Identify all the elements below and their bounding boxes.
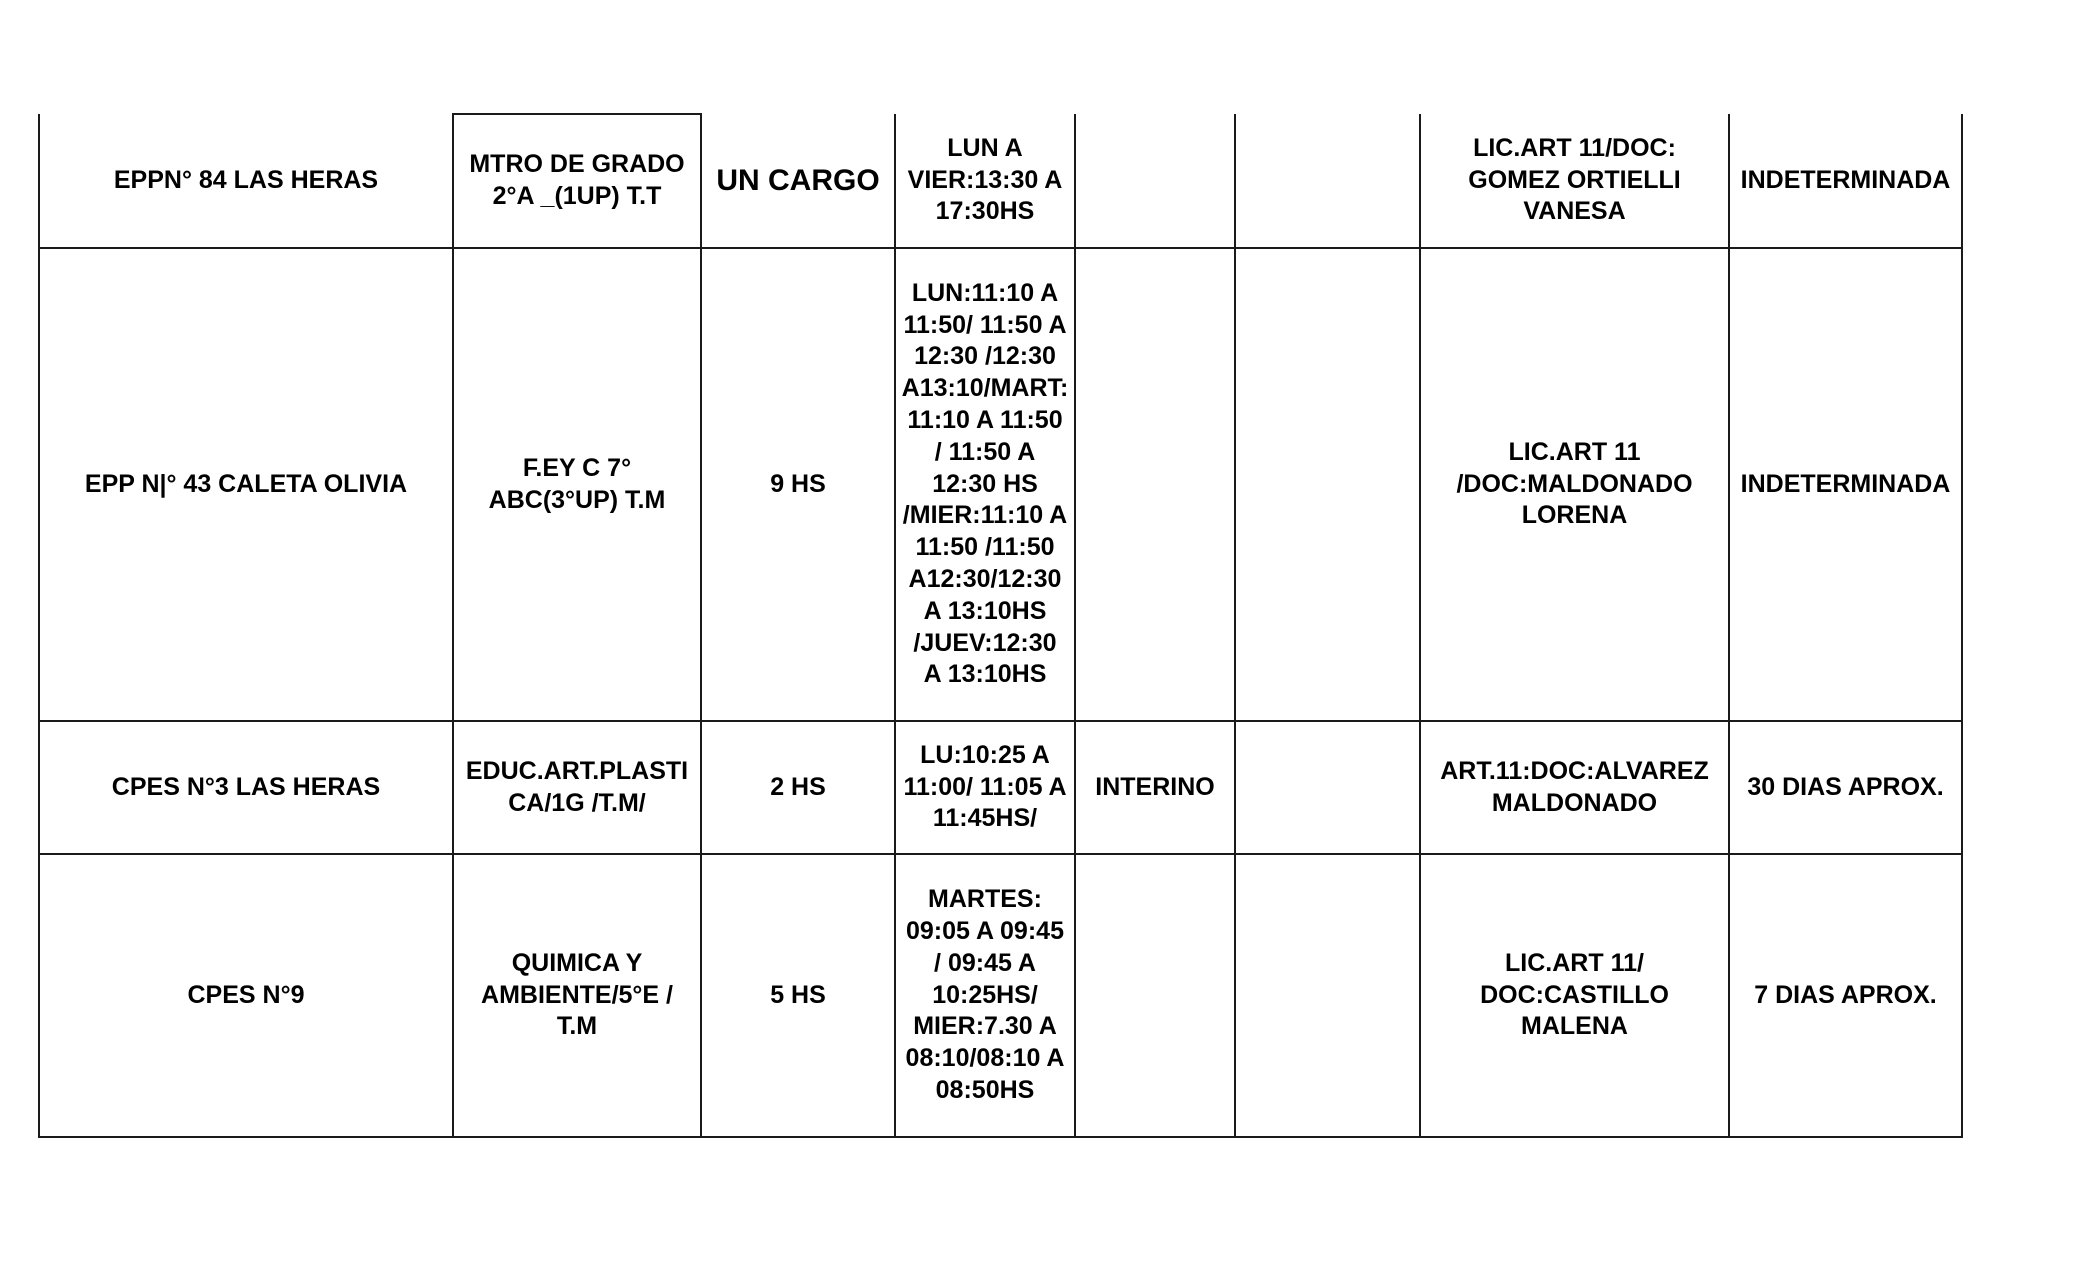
reason-cell: LIC.ART 11 /DOC:MALDONADO LORENA (1420, 248, 1729, 721)
schedule-cell: MARTES: 09:05 A 09:45 / 09:45 A 10:25HS/ MIER:7.30 A 08:10/08:10 A 08:50HS (895, 854, 1075, 1137)
hours-cell: 2 HS (701, 721, 895, 854)
subject-cell: F.EY C 7° ABC(3°UP) T.M (453, 248, 701, 721)
table-row (39, 721, 1962, 854)
situation-cell (1075, 854, 1235, 1137)
blank-cell (1235, 854, 1420, 1137)
subject-cell: MTRO DE GRADO 2°A _(1UP) T.T (453, 114, 701, 248)
duration-cell: 30 DIAS APROX. (1729, 721, 1962, 854)
reason-cell: ART.11:DOC:ALVAREZ MALDONADO (1420, 721, 1729, 854)
reason-cell: LIC.ART 11/ DOC:CASTILLO MALENA (1420, 854, 1729, 1137)
table-row (39, 854, 1962, 1137)
reason-cell: LIC.ART 11/DOC: GOMEZ ORTIELLI VANESA (1420, 114, 1729, 248)
school-cell: EPP N|° 43 CALETA OLIVIA (39, 248, 453, 721)
vacancy-table (38, 113, 1963, 1138)
blank-cell (1235, 114, 1420, 248)
hours-cell: 9 HS (701, 248, 895, 721)
duration-cell: INDETERMINADA (1729, 248, 1962, 721)
blank-cell (1235, 248, 1420, 721)
blank-cell (1235, 721, 1420, 854)
school-cell: EPPN° 84 LAS HERAS (39, 114, 453, 248)
school-cell: CPES N°9 (39, 854, 453, 1137)
table-row (39, 248, 1962, 721)
duration-cell: 7 DIAS APROX. (1729, 854, 1962, 1137)
duration-cell: INDETERMINADA (1729, 114, 1962, 248)
schedule-cell: LU:10:25 A 11:00/ 11:05 A 11:45HS/ (895, 721, 1075, 854)
table-row (39, 114, 1962, 248)
situation-cell: INTERINO (1075, 721, 1235, 854)
hours-cell: UN CARGO (701, 114, 895, 248)
situation-cell (1075, 248, 1235, 721)
situation-cell (1075, 114, 1235, 248)
subject-cell: EDUC.ART.PLASTI CA/1G /T.M/ (453, 721, 701, 854)
hours-cell: 5 HS (701, 854, 895, 1137)
school-cell: CPES N°3 LAS HERAS (39, 721, 453, 854)
subject-cell: QUIMICA Y AMBIENTE/5°E / T.M (453, 854, 701, 1137)
schedule-cell: LUN:11:10 A 11:50/ 11:50 A 12:30 /12:30 A13:10/MART: 11:10 A 11:50 / 11:50 A 12:30 HS /MIER:11:10 A 11:50 /11:50 A12:30/12:30 A 13:10HS /JUEV:12:30 A 13:10HS (895, 248, 1075, 721)
schedule-cell: LUN A VIER:13:30 A 17:30HS (895, 114, 1075, 248)
